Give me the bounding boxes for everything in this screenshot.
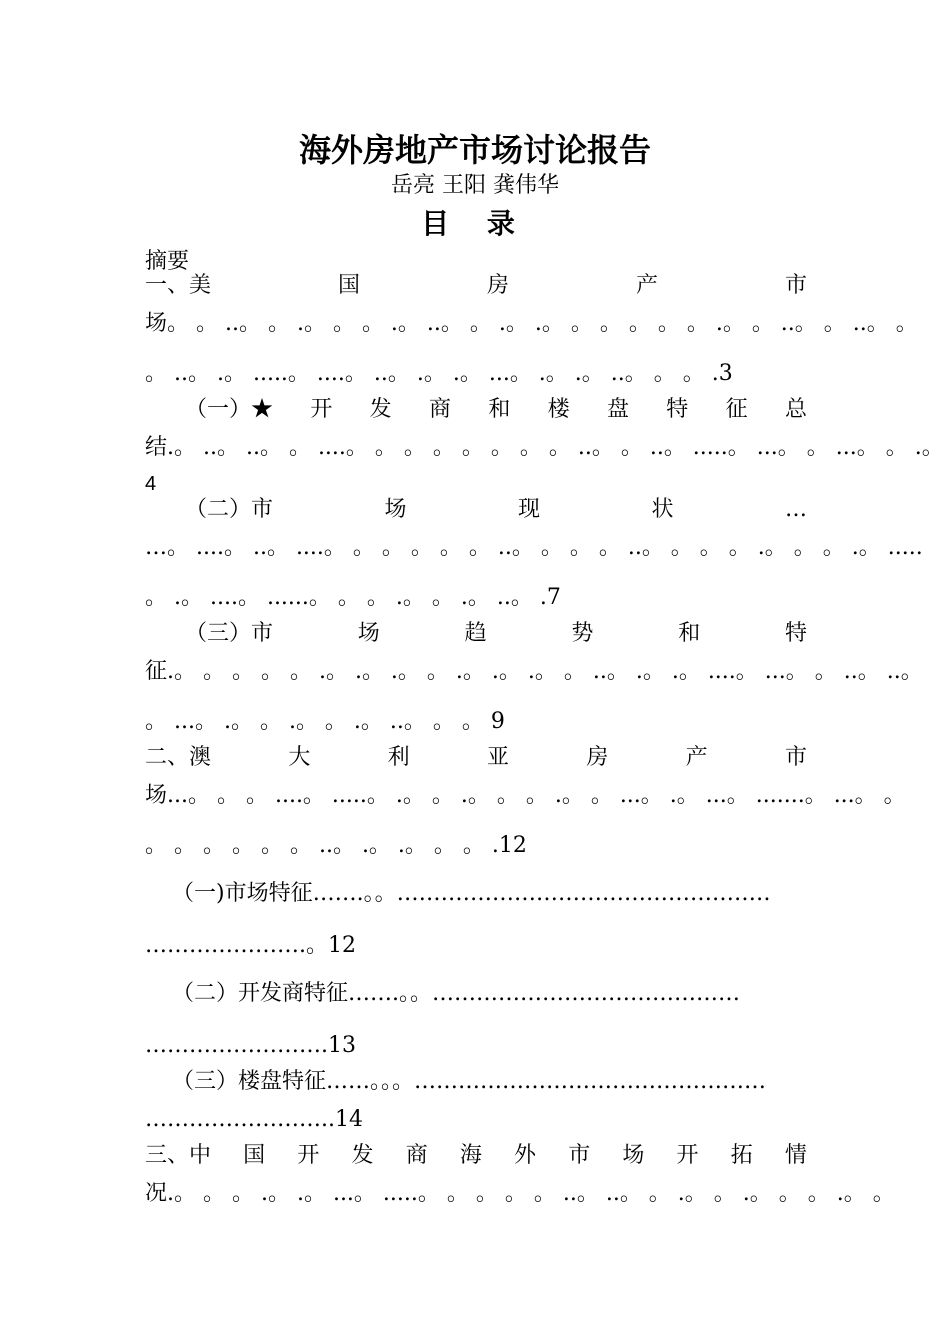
toc-entry-australia-market[interactable]: [145, 744, 807, 772]
document-title: 海外房地产市场讨论报告: [298, 131, 651, 169]
toc-entry-developer-features[interactable]: [185, 396, 807, 424]
toc-label-char: 拓: [730, 1143, 753, 1168]
toc-leader-line: ………………….。12: [145, 933, 356, 958]
toc-label-char: 盘: [606, 397, 629, 422]
toc-leader-line: 。 .。 ....。 ......。 。 。 .。 。 .。 ..。 .7: [145, 585, 561, 610]
toc-leader-line: …………………….13: [145, 1033, 356, 1058]
toc-leader-line: 场。 。 ..。 。 .。 。 。 .。 ..。 。 .。 .。 。 。 。 。 。 .。 。 ..。 。 ..。 。: [145, 311, 918, 336]
toc-label-char: 场: [622, 1143, 645, 1168]
toc-entry-market-trends[interactable]: [185, 620, 807, 648]
toc-label-char: 海: [459, 1143, 482, 1168]
toc-label-char: 征: [725, 397, 748, 422]
toc-label-char: 房: [486, 273, 509, 298]
toc-entry-us-market[interactable]: [145, 272, 807, 300]
toc-leader-line: 结.。 ..。 ..。 。 ....。 。 。 。 。 。 。 。 ..。 。 ..。 .....。 ...。 。 ...。 。 .。: [145, 435, 944, 460]
toc-label-char: 市: [568, 1143, 591, 1168]
toc-label-char: （二）市: [185, 497, 274, 522]
toc-leader-line: …。 ....。 ..。 ....。 。 。 。 。 。 ..。 。 。 。 ..。 。 。 。 .。 。 。 .。 .....: [145, 535, 923, 560]
toc-label-char: 产: [685, 745, 708, 770]
toc-label-char: 三、中: [145, 1143, 212, 1168]
toc-label-char: 商: [428, 397, 451, 422]
toc-leader-line: ……………………..14: [145, 1107, 363, 1132]
toc-label-char: 一、美: [145, 273, 212, 298]
toc-label-char: 特: [666, 397, 689, 422]
toc-label-char: 情: [784, 1143, 807, 1168]
toc-label-char: 房: [586, 745, 609, 770]
toc-leader-line: 征.。 。 。 。 。 .。 .。 .。 。 .。 .。 .。 。 ..。 .。 .。 ....。 ...。 。 ..。 ..。: [145, 659, 923, 684]
toc-label-char: 大: [288, 745, 311, 770]
toc-leader-line: 。 。 。 。 。 。 ..。 .。 .。 。 。 .12: [145, 833, 527, 858]
toc-label-char: （一）★: [185, 397, 274, 422]
toc-label-char: 市: [784, 745, 807, 770]
toc-heading: 目 录: [421, 207, 529, 240]
toc-page-number: 4: [145, 473, 157, 495]
toc-label-char: …: [785, 497, 807, 522]
toc-leader-line: 。 ..。 .。 .....。 ....。 ..。 .。 .。 ...。 .。 .。 ..。 。 。 .3: [145, 361, 733, 386]
toc-label-char: 利: [387, 745, 410, 770]
toc-label-char: 和: [488, 397, 511, 422]
toc-label-char: 和: [678, 621, 701, 646]
toc-label-char: （三）市: [185, 621, 274, 646]
toc-leader-line: 。 ...。 .。 。 .。 。 .。 ..。 。 。 9: [145, 709, 505, 734]
toc-entry-market-features[interactable]: （一)市场特征…….。。……………………………………………: [172, 881, 771, 906]
toc-label-char: 场: [384, 497, 407, 522]
toc-label-char: 特: [784, 621, 807, 646]
toc-label-char: 开: [297, 1143, 320, 1168]
toc-label-char: 势: [571, 621, 594, 646]
toc-label-char: 趋: [464, 621, 487, 646]
toc-entry-china-developers-overseas[interactable]: [145, 1142, 807, 1170]
toc-label-char: 楼: [547, 397, 570, 422]
toc-label-char: 国: [337, 273, 360, 298]
toc-label-char: 二、澳: [145, 745, 212, 770]
toc-label-char: 现: [518, 497, 541, 522]
toc-entry-property-features[interactable]: （三）楼盘特征……。。。…………………………………………: [172, 1069, 767, 1094]
toc-label-char: 发: [369, 397, 392, 422]
toc-label-char: 开: [310, 397, 333, 422]
document-authors: 岳亮 王阳 龚伟华: [391, 173, 559, 198]
toc-label-char: 开: [676, 1143, 699, 1168]
toc-label-char: 状: [651, 497, 674, 522]
toc-entry-market-status[interactable]: [185, 496, 807, 524]
toc-entry-abstract[interactable]: 摘要: [145, 249, 190, 274]
toc-label-char: 亚: [486, 745, 509, 770]
toc-label-char: 商: [405, 1143, 428, 1168]
toc-label-char: 总: [784, 397, 807, 422]
toc-label-char: 市: [784, 273, 807, 298]
toc-entry-developer-features-2[interactable]: （二）开发商特征…….。。……………………………………: [172, 981, 740, 1006]
toc-label-char: 场: [357, 621, 380, 646]
toc-label-char: 发: [351, 1143, 374, 1168]
toc-leader-line: 场...。 。 。 ....。 .....。 .。 。 .。 。 。 .。 。 ...。 .。 ...。 .......。 ...。 。: [145, 783, 906, 808]
toc-label-char: 产: [635, 273, 658, 298]
toc-label-char: 外: [514, 1143, 537, 1168]
toc-label-char: 国: [243, 1143, 266, 1168]
toc-leader-line: 况.。 。 。 .。 .。 ...。 .....。 。 。 。 。 ..。 ..。 。 .。 。 .。 。 。 .。 。: [145, 1181, 895, 1206]
